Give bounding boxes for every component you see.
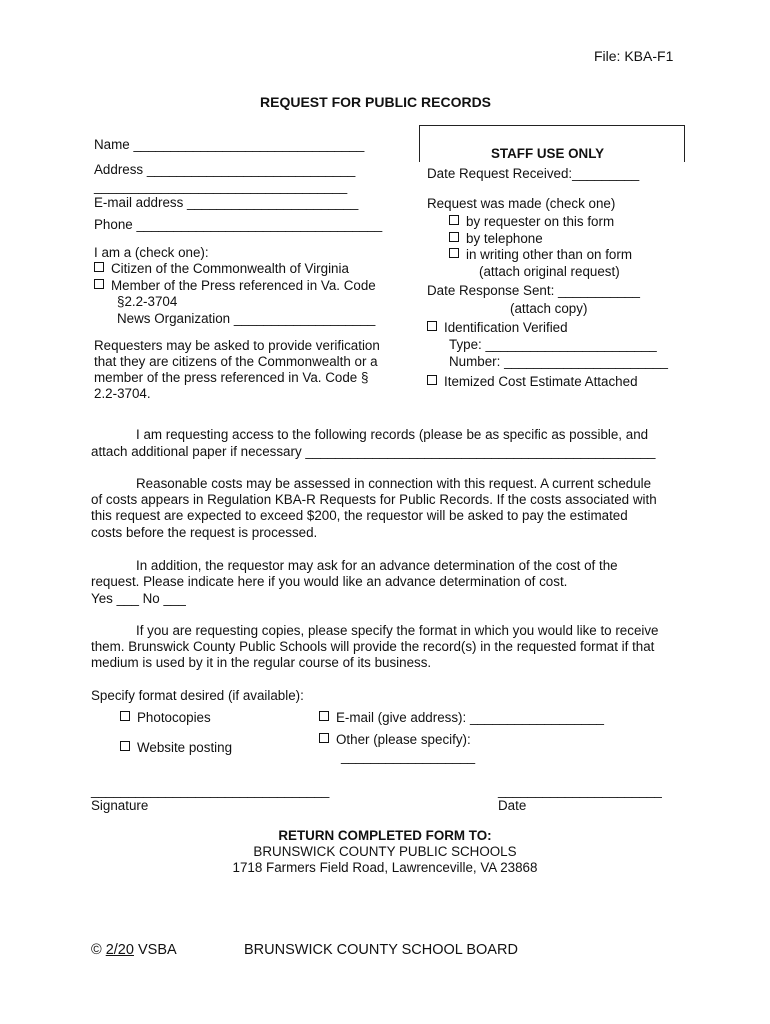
cost-estimate-label: Itemized Cost Estimate Attached [444,374,638,389]
photocopies-option[interactable] [120,710,211,726]
footer-board: BRUNSWICK COUNTY SCHOOL BOARD [244,942,518,958]
press-option[interactable] [94,278,376,294]
costs-paragraph-line1: Reasonable costs may be assessed in connection with this request. A current schedule [136,476,652,491]
date-label: Date [498,798,527,813]
yes-no-field[interactable]: Yes ___ No ___ [91,591,186,606]
staff-use-title: STAFF USE ONLY [491,146,605,161]
request-records-field[interactable]: attach additional paper if necessary _______________________________________________ [91,444,656,459]
verification-note-line3: member of the press referenced in Va. Code § [94,370,369,385]
format-label: Specify format desired (if available): [91,688,304,703]
request-method-label: Request was made (check one) [427,196,616,211]
by-requester-label: by requester on this form [466,214,615,229]
checkbox-icon[interactable] [427,375,437,385]
news-organization-field[interactable]: News Organization ___________________ [117,311,376,326]
copyright-symbol: © [91,942,106,958]
advance-paragraph-line2: request. Please indicate here if you would like an advance determination of cost. [91,574,568,589]
id-type-field[interactable]: Type: _______________________ [449,337,657,352]
by-requester-option[interactable] [449,214,614,230]
other-format-label: Other (please specify): [336,732,471,747]
request-paragraph-line1: I am requesting access to the following records (please be as specific as possible, and [136,427,649,442]
copies-paragraph-line3: medium is used by it in the regular course of its business. [91,655,432,670]
checkbox-icon[interactable] [120,711,130,721]
response-sent-field[interactable]: Date Response Sent: ___________ [427,283,640,298]
by-telephone-label: by telephone [466,231,543,246]
return-organization: BRUNSWICK COUNTY PUBLIC SCHOOLS [253,844,517,859]
in-writing-label: in writing other than on form [466,247,632,262]
checkbox-icon[interactable] [449,248,459,258]
form-title: REQUEST FOR PUBLIC RECORDS [260,94,492,110]
website-option[interactable] [120,740,232,756]
return-title: RETURN COMPLETED FORM TO: [278,828,492,843]
checkbox-icon[interactable] [319,711,329,721]
checkbox-icon[interactable] [449,215,459,225]
id-verified-label: Identification Verified [444,320,568,335]
other-format-field[interactable]: __________________ [341,749,476,764]
email-format-option[interactable] [319,710,604,726]
copyright-org: VSBA [133,942,177,958]
checkbox-icon[interactable] [120,741,130,751]
requester-type-label: I am a (check one): [94,245,209,260]
press-label: Member of the Press referenced in Va. Code [111,278,376,293]
by-telephone-option[interactable] [449,231,543,247]
in-writing-option[interactable] [449,247,632,263]
signature-field[interactable]: ________________________________ [91,783,330,798]
checkbox-icon[interactable] [427,321,437,331]
checkbox-icon[interactable] [94,262,104,272]
signature-label: Signature [91,798,149,813]
date-field[interactable]: ______________________ [498,783,662,798]
copyright-date: 2/20 [105,942,134,958]
citizen-label: Citizen of the Commonwealth of Virginia [111,261,349,276]
attach-original-note: (attach original request) [479,264,620,279]
email-format-label: E-mail (give address): __________________ [336,710,604,725]
file-label: File: KBA-F1 [594,48,674,64]
copyright [91,942,177,958]
phone-field[interactable]: Phone _________________________________ [94,217,383,232]
citizen-option[interactable] [94,261,349,277]
cost-estimate-option[interactable] [427,374,638,390]
verification-note-line4: 2.2-3704. [94,386,151,401]
advance-paragraph-line1: In addition, the requestor may ask for an advance determination of the cost of the [136,558,618,573]
website-label: Website posting [137,740,233,755]
checkbox-icon[interactable] [319,733,329,743]
checkbox-icon[interactable] [94,279,104,289]
address-field-cont[interactable]: __________________________________ [94,179,348,194]
costs-paragraph-line4: costs before the request is processed. [91,525,318,540]
id-number-field[interactable]: Number: ______________________ [449,354,668,369]
copies-paragraph-line2: them. Brunswick County Public Schools will provide the record(s) in the requested format if that [91,639,655,654]
name-field[interactable]: Name _______________________________ [94,137,365,152]
address-field[interactable]: Address ____________________________ [94,162,356,177]
photocopies-label: Photocopies [137,710,211,725]
press-code-label: §2.2-3704 [117,294,178,309]
id-verified-option[interactable] [427,320,568,336]
date-received-field[interactable]: Date Request Received:_________ [427,166,640,181]
email-field[interactable]: E-mail address _______________________ [94,195,359,210]
other-format-option[interactable] [319,732,471,748]
costs-paragraph-line2: of costs appears in Regulation KBA-R Requests for Public Records. If the costs associated with [91,492,657,507]
copies-paragraph-line1: If you are requesting copies, please specify the format in which you would like to receive [136,623,659,638]
verification-note-line2: that they are citizens of the Commonwealth or a [94,354,378,369]
attach-copy-note: (attach copy) [510,301,588,316]
costs-paragraph-line3: this request are expected to exceed $200, the requestor will be asked to pay the estimated [91,508,628,523]
verification-note-line1: Requesters may be asked to provide verification [94,338,380,353]
return-address: 1718 Farmers Field Road, Lawrenceville, VA 23868 [232,860,538,875]
checkbox-icon[interactable] [449,232,459,242]
